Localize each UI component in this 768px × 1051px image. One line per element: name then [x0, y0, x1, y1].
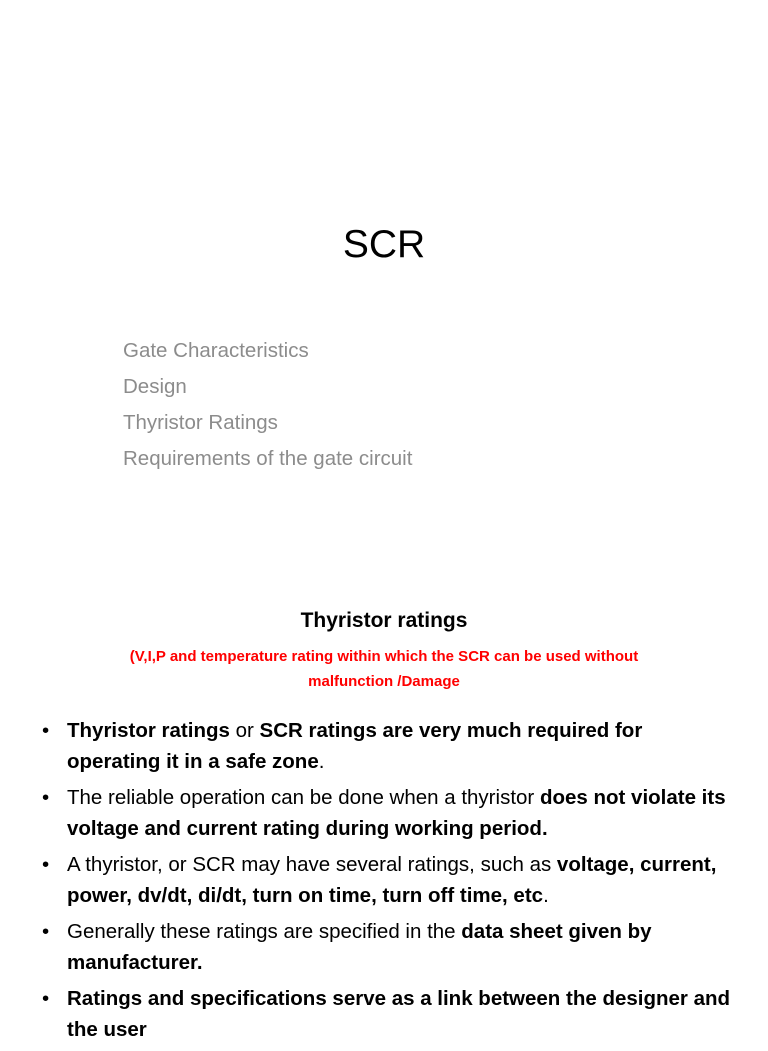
bullet-icon: •	[42, 987, 50, 1010]
bold-text: Thyristor ratings	[67, 719, 230, 742]
bullet-icon: •	[42, 920, 50, 943]
bold-text: Ratings and specifications serve as a link between the designer and the user	[67, 987, 731, 1041]
topic-item: Design	[123, 375, 187, 398]
slide-heading: Thyristor ratings	[300, 609, 468, 632]
slide-title: SCR	[342, 223, 426, 266]
text: .	[543, 883, 549, 907]
bullet-item	[40, 984, 740, 1045]
red-note	[70, 644, 698, 694]
text: Generally these ratings are specified in the	[67, 920, 462, 943]
bullet-list	[40, 716, 740, 1051]
note-line-2: malfunction /Damage	[308, 673, 460, 690]
bold-text: voltage, current, power, dv/dt, di/dt, turn on time, turn off time, etc	[67, 853, 717, 907]
bullet-item	[40, 783, 740, 844]
bullet-item	[40, 716, 740, 777]
text: A thyristor, or SCR may have several ratings, such as	[67, 853, 557, 876]
bold-text: data sheet given by manufacturer.	[67, 920, 652, 974]
text: The reliable operation can be done when a thyristor	[67, 786, 540, 809]
text: or	[229, 719, 260, 742]
bullet-icon: •	[42, 853, 50, 876]
bold-text: does not violate its voltage and current rating during working period.	[67, 786, 726, 840]
bullet-icon: •	[42, 786, 50, 809]
topic-item: Gate Characteristics	[123, 339, 309, 362]
topic-item: Thyristor Ratings	[123, 411, 278, 434]
ratings-slide	[0, 566, 768, 1041]
note-line-1: (V,I,P and temperature rating within which the SCR can be used without	[129, 648, 639, 665]
bullet-item	[40, 850, 740, 911]
bold-text: SCR ratings are very much required for operating it in a safe zone	[67, 719, 643, 773]
topic-list	[123, 333, 412, 477]
bullet-item	[40, 917, 740, 978]
topic-item: Requirements of the gate circuit	[123, 447, 413, 470]
text: .	[318, 749, 325, 773]
bullet-icon: •	[42, 719, 50, 742]
